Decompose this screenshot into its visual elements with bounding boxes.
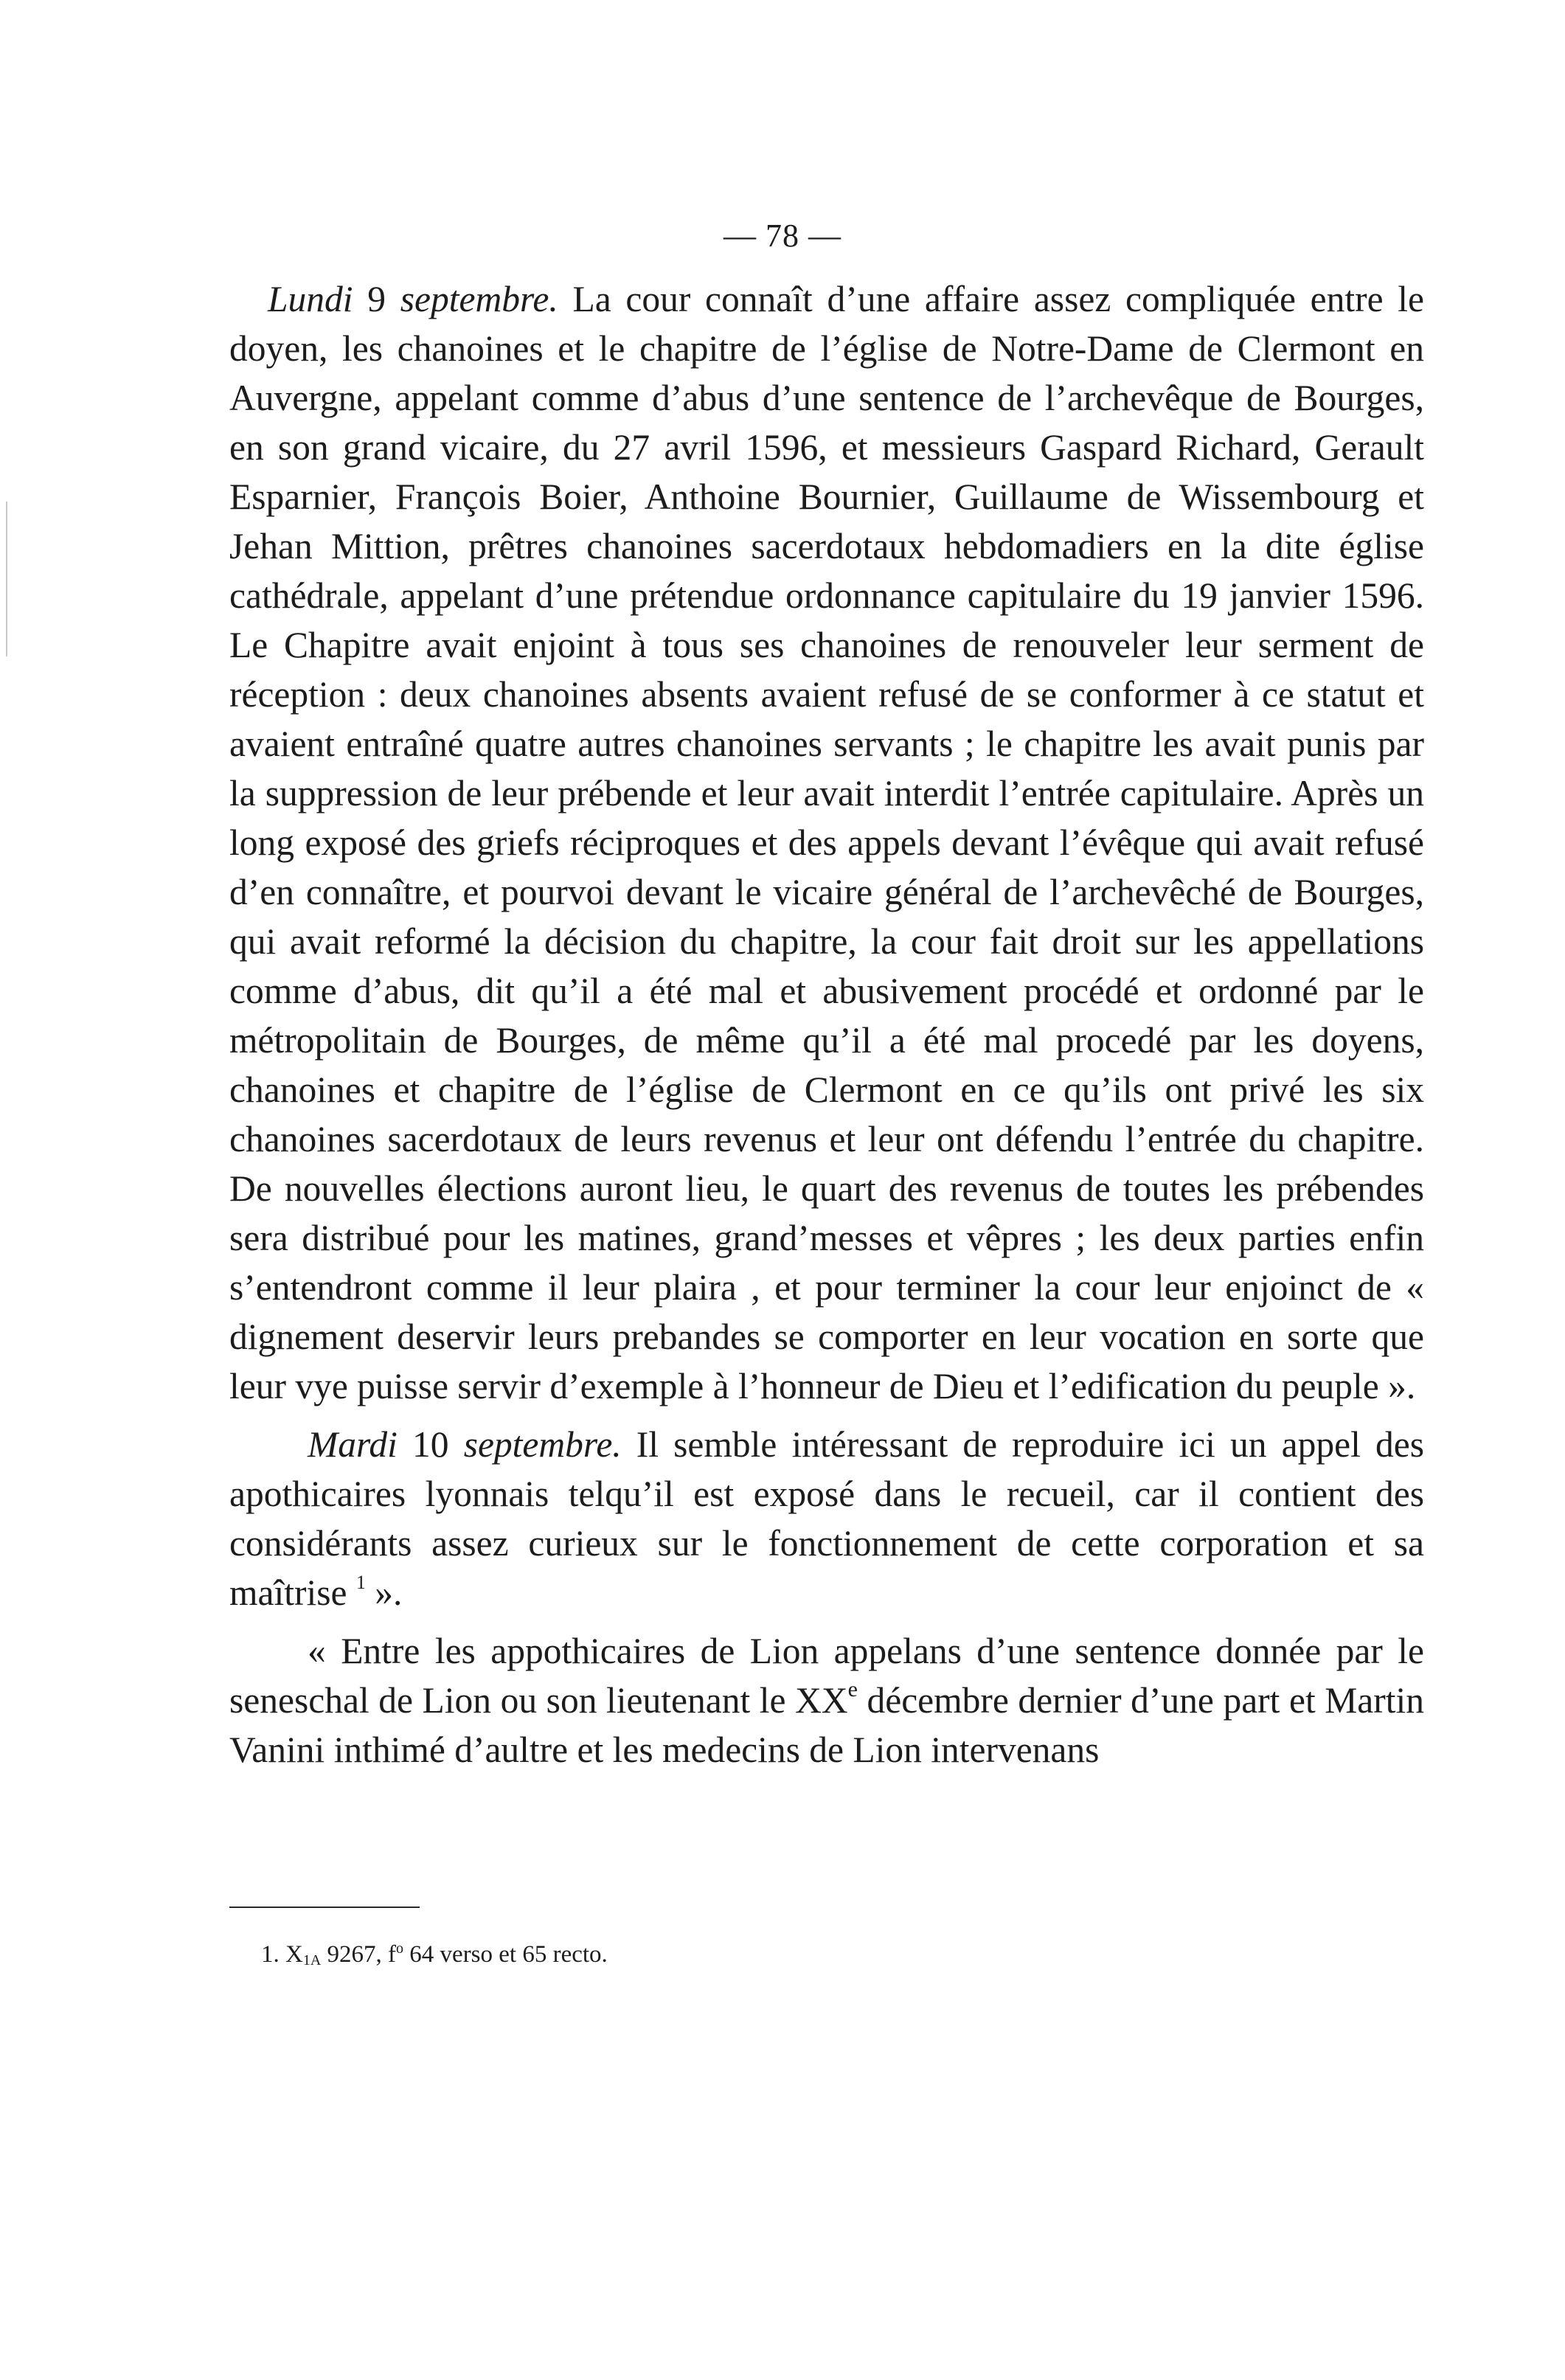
footnote: [261, 1940, 608, 1969]
footnote-ref-sup: o: [396, 1940, 404, 1957]
ordinal-superscript: e: [847, 1677, 858, 1701]
date-month: septembre.: [400, 279, 558, 319]
scan-edge-mark: [6, 502, 7, 656]
quote-text-after: décembre dernier d’une part et Martin Vanini inthimé d’aultre et les medecins de Lion intervenans: [229, 1680, 1425, 1770]
paragraph-text: La cour connaît d’une affaire assez compliquée entre le doyen, les chanoines et le chapitre de l’église de Notre-Dame de Clermont en Auvergne, appelant comme d’abus d’une sentence de l’archevêque de Bourges, en son grand vicaire, du 27 avril 1596, et messieurs Gaspard Richard, Gerault Esparnier, François Boier, Anthoine Bournier, Guillaume de Wissembourg et Jehan Mittion, prêtres chanoines sacerdotaux hebdomadiers en la dite église cathédrale, appelant d’une prétendue ordonnance capitulaire du 19 janvier 1596. Le Chapitre avait enjoint à tous ses chanoines de renouveler leur serment de réception : deux chanoines absents avaient refusé de se conformer à ce statut et avaient entraîné quatre autres chanoines servants ; le chapitre les avait punis par la suppression de leur prébende et leur avait interdit l’entrée capitulaire. Après un long exposé des griefs réciproques et des appels devant l’évêque qui avait refusé d’en connaître, et pourvoi devant le vicaire général de l’archevêché de Bourges, qui avait reformé la décision du chapitre, la cour fait droit sur les appellations comme d’abus, dit qu’il a été mal et abusivement procédé et ordonné par le métropolitain de Bourges, de même qu’il a été mal procedé par les doyens, chanoines et chapitre de l’église de Clermont en ce qu’ils ont privé les six chanoines sacerdotaux de leurs revenus et leur ont défendu l’entrée du chapitre. De nouvelles élections auront lieu, le quart des revenus de toutes les prébendes sera distribué pour les matines, grand’messes et vêpres ; les deux parties enfin s’entendront comme il leur plaira , et pour terminer la cour leur enjoinct de « dignement deservir leurs prebandes se comporter en leur vocation en sorte que leur vye puisse servir d’exemple à l’honneur de Dieu et l’edification du peuple ».: [229, 279, 1425, 1406]
footnote-ref-main: X: [279, 1941, 303, 1968]
main-text: [229, 274, 1424, 1774]
footnote-ref-rest: 64 verso et 65 recto.: [403, 1941, 608, 1968]
paragraph-mardi: [229, 1420, 1424, 1617]
date-number: 10: [397, 1424, 464, 1465]
date-month: septembre.: [463, 1424, 622, 1465]
footnote-reference[interactable]: 1: [355, 1572, 366, 1593]
date-day: Lundi: [268, 279, 353, 319]
paragraph-quote: [229, 1626, 1424, 1774]
paragraph-text: Il semble intéressant de reproduire ici un appel des apothicaires lyonnais telqu’il est exposé dans le recueil, car il contient des considérants assez curieux sur le fonctionnement de cette corporation et sa maîtrise: [229, 1424, 1424, 1613]
footnote-ref-num: 9267, f: [321, 1941, 397, 1968]
date-day: Mardi: [308, 1424, 398, 1465]
footnote-marker: 1.: [261, 1941, 280, 1968]
footnote-ref-sub: 1A: [302, 1952, 322, 1968]
footnote-separator: [229, 1907, 420, 1908]
quote-text-before: « Entre les appothicaires de Lion appelans d’une sentence donnée par le seneschal de Lion ou son lieutenant le XX: [229, 1631, 1424, 1721]
date-number: 9: [353, 279, 400, 319]
paragraph-lundi: [229, 274, 1424, 1411]
paragraph-tail: ».: [365, 1572, 403, 1613]
page-number: — 78 —: [723, 218, 842, 254]
